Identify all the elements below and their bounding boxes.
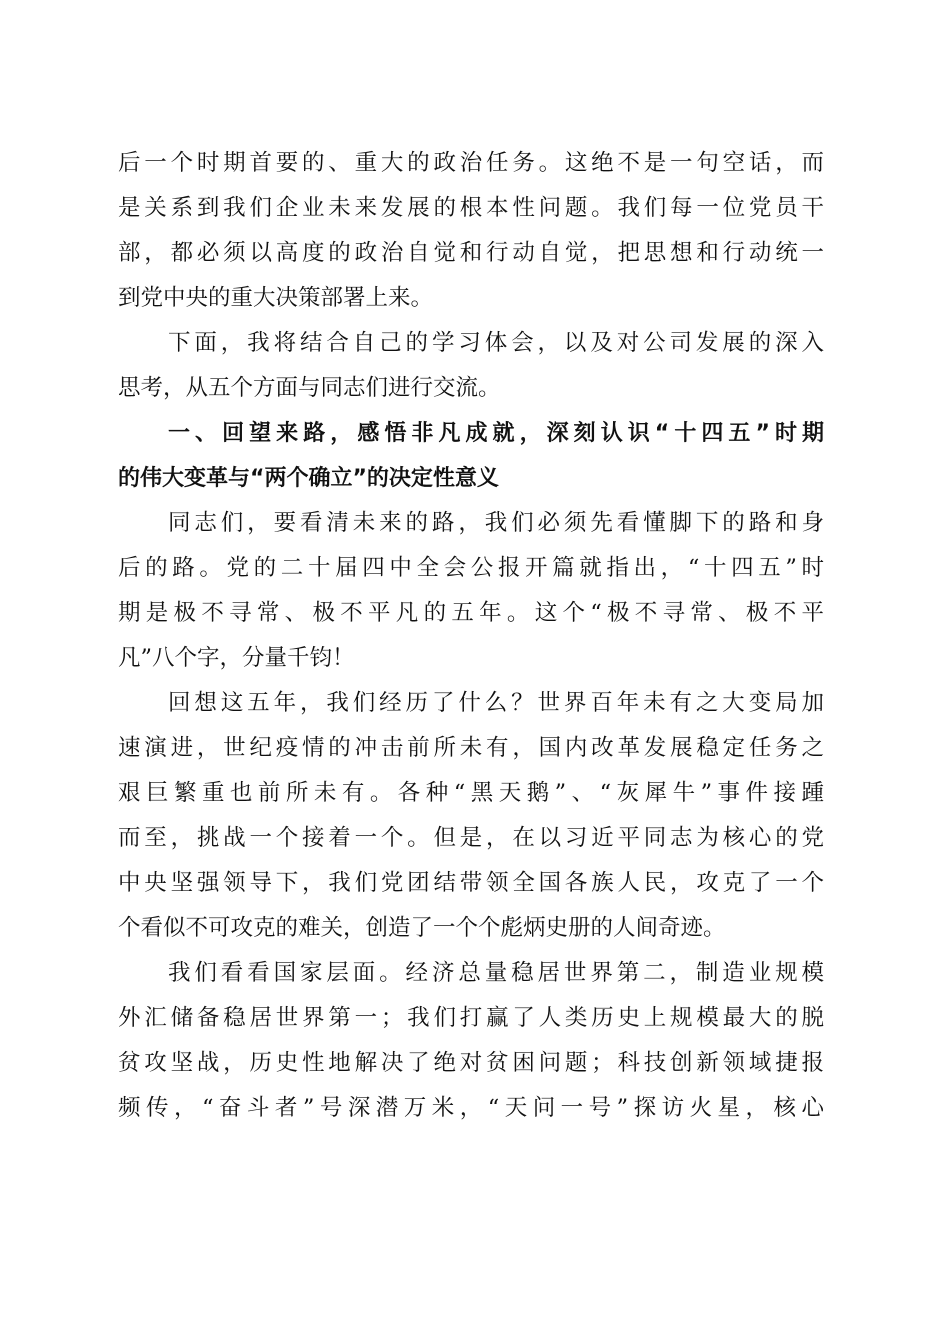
text-line: 速演进，世纪疫情的冲击前所未有，国内改革发展稳定任务之	[118, 735, 824, 761]
paragraph	[118, 321, 824, 411]
text-line: 频传，“奋斗者”号深潜万米，“天问一号”探访火星，核心	[118, 1095, 824, 1121]
text-line: 外汇储备稳居世界第一；我们打赢了人类历史上规模最大的脱	[118, 1005, 824, 1031]
paragraph-continuation	[118, 141, 824, 321]
text-line: 个看似不可攻克的难关，创造了一个个彪炳史册的人间奇迹。	[118, 915, 726, 941]
text-line: 凡”八个字，分量千钧！	[118, 645, 355, 671]
heading-line: 一、回望来路，感悟非凡成就，深刻认识“十四五”时期	[168, 421, 824, 446]
text-line: 期是极不寻常、极不平凡的五年。这个“极不寻常、极不平	[118, 600, 824, 626]
text-line: 后一个时期首要的、重大的政治任务。这绝不是一句空话，而	[118, 150, 824, 176]
heading-line: 的伟大变革与“两个确立”的决定性意义	[118, 466, 499, 491]
paragraph	[118, 681, 824, 951]
text-line: 贫攻坚战，历史性地解决了绝对贫困问题；科技创新领域捷报	[118, 1050, 824, 1076]
text-line: 是关系到我们企业未来发展的根本性问题。我们每一位党员干	[118, 195, 824, 221]
text-line: 中央坚强领导下，我们党团结带领全国各族人民，攻克了一个	[118, 870, 824, 896]
text-line: 艰巨繁重也前所未有。各种“黑天鹅”、“灰犀牛”事件接踵	[118, 780, 824, 806]
text-line: 部，都必须以高度的政治自觉和行动自觉，把思想和行动统一	[118, 240, 824, 266]
document-page	[118, 141, 824, 1131]
paragraph	[118, 501, 824, 681]
text-line: 我们看看国家层面。经济总量稳居世界第二，制造业规模	[168, 960, 824, 986]
text-line: 而至，挑战一个接着一个。但是，在以习近平同志为核心的党	[118, 825, 824, 851]
section-heading	[118, 411, 824, 501]
text-line: 同志们，要看清未来的路，我们必须先看懂脚下的路和身	[168, 510, 824, 536]
text-line: 回想这五年，我们经历了什么？世界百年未有之大变局加	[168, 690, 824, 716]
text-line: 后的路。党的二十届四中全会公报开篇就指出，“十四五”时	[118, 555, 824, 581]
text-line: 到党中央的重大决策部署上来。	[118, 285, 434, 311]
text-line: 下面，我将结合自己的学习体会，以及对公司发展的深入	[168, 330, 824, 356]
text-line: 思考，从五个方面与同志们进行交流。	[118, 375, 501, 401]
paragraph	[118, 951, 824, 1131]
